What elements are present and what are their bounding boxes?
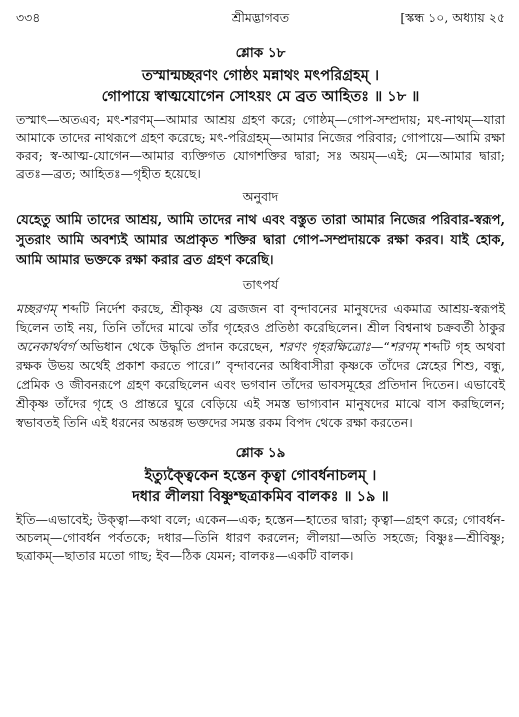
sloka-19-verse-line-2: দধার লীলয়া বিষ্ণুশ্ছত্রাকমিব বালকঃ ॥ ১৯ ॥ xyxy=(132,488,389,505)
purport-heading: তাৎপর্য xyxy=(242,277,279,292)
chapter-reference: [স্কন্ধ ১০, অধ্যায় ২৫ xyxy=(400,10,505,25)
purport-text-3: —“ xyxy=(370,339,390,354)
sloka-18-synonyms: তস্মাৎ—অতএব; মৎ-শরণম্—আমার আশ্রয় গ্রহণ করে; গোষ্ঠম্—গোপ-সম্প্রদায়; মৎ-নাথম্—যারা আমাকে তাদের নাথরূপে গ্রহণ করেছে; মৎ-পরিগ্রহম্—আমার নিজের পরিবার; গোপায়ে—আমি রক্ষা করব; স্ব-আত্ম-যোগেন—আমার ব্যক্তিগত যোগশক্তির দ্বারা; সঃ অয়ম্—এই; মে—আমার দ্বারা; ব্রতঃ—ব্রত; আহিতঃ—গৃহীত হয়েছে। xyxy=(16,112,505,181)
translation-heading: অনুবাদ xyxy=(242,189,279,204)
sloka-18-verse-line-1: তস্মান্মচ্ছরণং গোষ্ঠং মন্নাথং মৎপরিগ্রহম্ । xyxy=(141,67,380,84)
purport-text-2: অভিধান থেকে উদ্ধৃতি প্রদান করেছেন, xyxy=(74,339,279,354)
purport-quote-sanskrit: শরণং গৃহরক্ষিত্রোঃ xyxy=(278,339,371,354)
purport-text-1: শব্দটি নির্দেশ করছে, শ্রীকৃষ্ণ যে ব্রজজন বা বৃন্দাবনের মানুষদের একমাত্র আশ্রয়-স্বরূপই ছিলেন তাই নয়, তিনি তাঁদের মাঝে তাঁর গৃহেরও প্রতিষ্ঠা করেছিলেন। শ্রীল বিশ্বনাথ চক্রবর্তী ঠাকুর xyxy=(16,301,505,335)
purport-term-saranam: শরণম্ xyxy=(389,339,419,354)
sloka-18-verse-line-2: গোপায়ে স্বাত্মযোগেন সোঽয়ং মে ব্রত আহিতঃ ॥ ১৮ ॥ xyxy=(101,88,420,105)
book-title: শ্রীমদ্ভাগবত xyxy=(231,10,290,25)
sloka-18-translation: যেহেতু আমি তাদের আশ্রয়, আমি তাদের নাথ এবং বস্তুত তারা আমার নিজের পরিবার-স্বরূপ, সুতরাং আমি অবশ্যই আমার অপ্রাকৃত শক্তির দ্বারা গোপ-সম্প্রদায়কে রক্ষা করব। যাই হোক, আমি আমার ভক্তকে রক্ষা করার ব্রত গ্রহণ করেছি। xyxy=(16,213,505,268)
sloka-19-synonyms: ইতি—এভাবেই; উক্ত্বা—কথা বলে; একেন—এক; হস্তেন—হাতের দ্বারা; কৃত্বা—গ্রহণ করে; গোবর্ধন-অচলম্—গোবর্ধন পর্বতকে; দধার—তিনি ধারণ করলেন; লীলয়া—অতি সহজে; বিষ্ণুঃ—শ্রীবিষ্ণু; ছত্রাকম্—ছাতার মতো গাছ; ইব—ঠিক যেমন; বালকঃ—একটি বালক। xyxy=(16,512,505,563)
purport-term-macharanam: মচ্ছরণম্ xyxy=(16,301,57,316)
sloka-18-heading: শ্লোক ১৮ xyxy=(235,45,286,61)
page-number: ৩৩৪ xyxy=(16,10,41,25)
page-header xyxy=(16,10,505,32)
sloka-18-purport xyxy=(16,299,505,432)
sloka-19-heading: শ্লোক ১৯ xyxy=(235,445,286,461)
purport-term-anekarthavarga: অনেকার্থবর্গ xyxy=(16,339,75,354)
purport-text-4: শব্দটি গৃহ অথবা রক্ষক উভয় অর্থেই প্রকাশ করতে পারে।” বৃন্দাবনের অধিবাসীরা কৃষ্ণকে তাঁদের স্নেহের শিশু, বন্ধু, প্রেমিক ও জীবনরূপে গ্রহণ করেছিলেন এবং ভগবান তাঁদের ভাবসমূহের প্রতিদান দিতেন। এভাবেই শ্রীকৃষ্ণ তাঁদের গৃহে ও প্রান্তরে ঘুরে বেড়িয়ে এই সমস্ত ভাগ্যবান মানুষদের মাঝে বাস করছিলেন; স্বভাবতই তিনি এই ধরনের অন্তরঙ্গ ভক্তদের সমস্ত রকম বিপদ থেকে রক্ষা করতেন। xyxy=(16,339,505,430)
sloka-19-verse-line-1: ইত্যুক্ত্বৈকেন হস্তেন কৃত্বা গোবর্ধনাচলম্ । xyxy=(144,467,377,484)
